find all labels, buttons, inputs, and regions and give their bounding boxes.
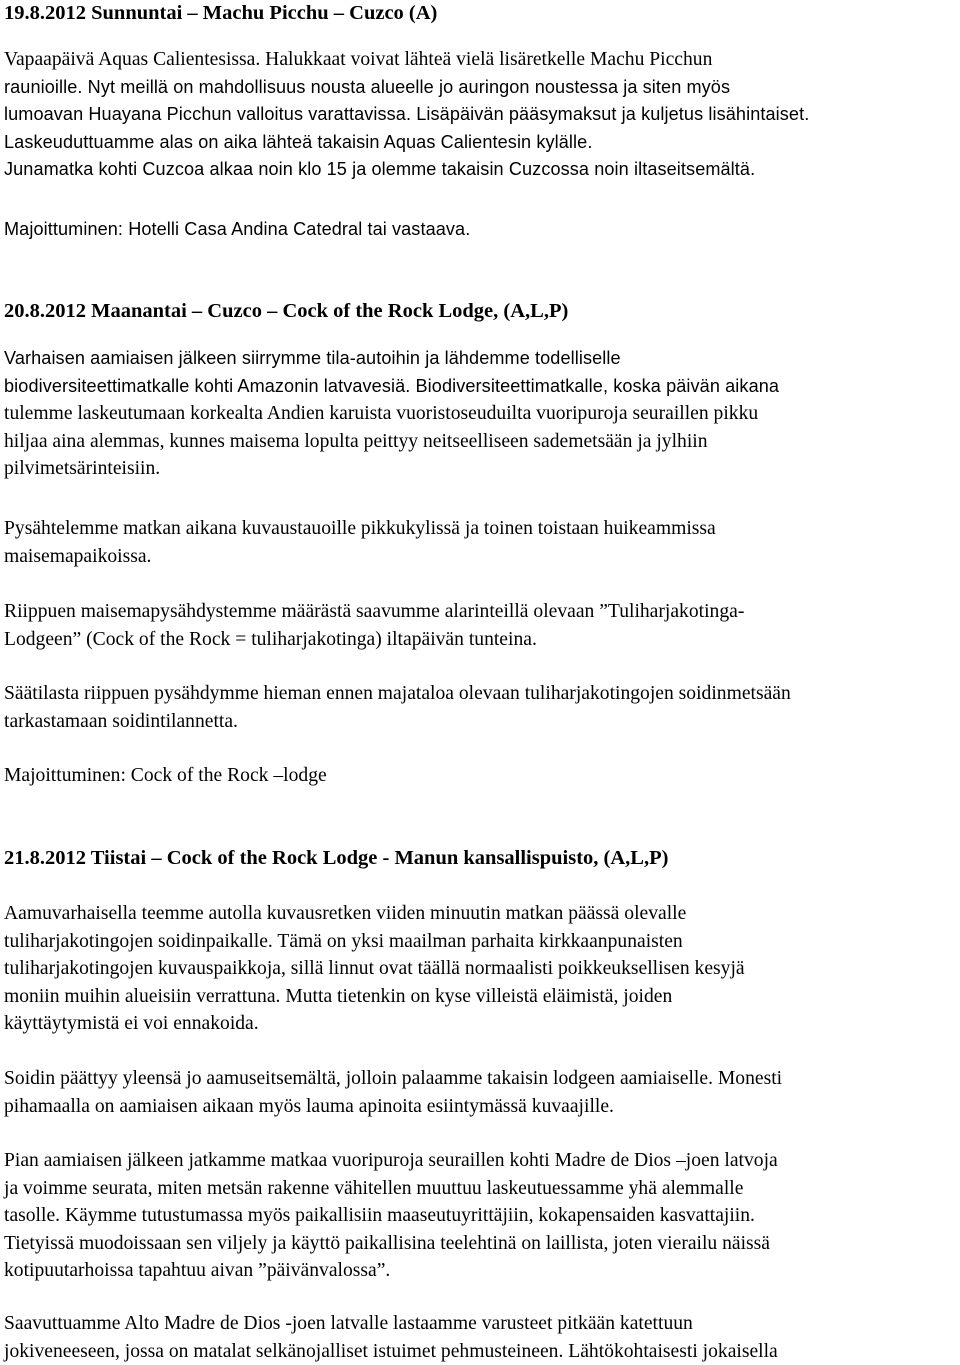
accommodation-line <box>4 762 327 790</box>
text-line: kotipuutarhoissa tapahtuu aivan ”päivänvalossa”. <box>4 1257 778 1285</box>
text-line: Pian aamiaisen jälkeen jatkamme matkaa vuoripuroja seuraillen kohti Madre de Dios –joen latvoja <box>4 1147 778 1175</box>
text-line: maisemapaikoissa. <box>4 543 716 571</box>
paragraph <box>4 515 716 570</box>
day-heading: 21.8.2012 Tiistai – Cock of the Rock Lodge - Manun kansallispuisto, (A,L,P) <box>4 845 668 873</box>
text-line: Soidin päättyy yleensä jo aamuseitsemältä, jolloin palaamme takaisin lodgeen aamiaiselle. Monesti <box>4 1065 782 1093</box>
text-line: hiljaa aina alemmas, kunnes maisema lopulta peittyy neitseelliseen sademetsään ja jylhiin <box>4 428 779 456</box>
text-line: raunioille. Nyt meillä on mahdollisuus nousta alueelle jo auringon noustessa ja siten myös <box>4 74 809 102</box>
text-line: Junamatka kohti Cuzcoa alkaa noin klo 15 ja olemme takaisin Cuzcossa noin iltaseitsemältä. <box>4 156 809 184</box>
text-line: jokiveneeseen, jossa on matalat selkänojalliset istuimet pehmusteineen. Lähtökohtaisesti jokaisella <box>4 1338 778 1365</box>
text-line: pilvimetsärinteisiin. <box>4 455 779 483</box>
paragraph <box>4 1065 782 1120</box>
text-line: tuliharjakotingojen soidinpaikalle. Tämä on yksi maailman parhaita kirkkaanpunaisten <box>4 928 745 956</box>
text-line: biodiversiteettimatkalle kohti Amazonin latvavesiä. Biodiversiteettimatkalle, koska päivän aikana <box>4 373 779 401</box>
text-line: lumoavan Huayana Picchun valloitus varattavissa. Lisäpäivän pääsymaksut ja kuljetus lisähintaiset. <box>4 101 809 129</box>
text-line: Säätilasta riippuen pysähdymme hieman ennen majataloa olevaan tuliharjakotingojen soidinmetsään <box>4 680 791 708</box>
text-line: ja voimme seurata, miten metsän rakenne vähitellen muuttuu laskeutuessamme yhä alemmalle <box>4 1175 778 1203</box>
day-heading: 20.8.2012 Maanantai – Cuzco – Cock of the Rock Lodge, (A,L,P) <box>4 298 568 326</box>
text-line: Vapaapäivä Aquas Calientesissa. Halukkaat voivat lähteä vielä lisäretkelle Machu Picchun <box>4 46 809 74</box>
text-line: Saavuttuamme Alto Madre de Dios -joen latvalle lastaamme varusteet pitkään katettuun <box>4 1310 778 1338</box>
text-line: Aamuvarhaisella teemme autolla kuvausretken viiden minuutin matkan päässä olevalle <box>4 900 745 928</box>
paragraph <box>4 598 744 653</box>
text-line: tuliharjakotingojen kuvauspaikkoja, sillä linnut ovat täällä normaalisti poikkeuksellisen kesyjä <box>4 955 745 983</box>
paragraph <box>4 1147 778 1285</box>
paragraph <box>4 680 791 735</box>
text-line: Riippuen maisemapysähdystemme määrästä saavumme alarinteillä olevaan ”Tuliharjakotinga- <box>4 598 744 626</box>
text-line: tasolle. Käymme tutustumassa myös paikallisiin maaseutuyrittäjiin, kokapensaiden kasvattajiin. <box>4 1202 778 1230</box>
text-line: pihamaalla on aamiaisen aikaan myös lauma apinoita esiintymässä kuvaajille. <box>4 1093 782 1121</box>
text-line: Majoittuminen: Hotelli Casa Andina Catedral tai vastaava. <box>4 216 470 244</box>
text-line: tulemme laskeutumaan korkealta Andien karuista vuoristoseuduilta vuoripuroja seuraillen pikku <box>4 400 779 428</box>
paragraph <box>4 1310 778 1365</box>
text-line: Varhaisen aamiaisen jälkeen siirrymme tila-autoihin ja lähdemme todelliselle <box>4 345 779 373</box>
text-line: Tietyissä muodoissaan sen viljely ja käyttö paikallisina teelehtinä on laillista, joten vierailu näissä <box>4 1230 778 1258</box>
text-line: Pysähtelemme matkan aikana kuvaustauoille pikkukylissä ja toinen toistaan huikeammissa <box>4 515 716 543</box>
day-heading: 19.8.2012 Sunnuntai – Machu Picchu – Cuzco (A) <box>4 0 437 28</box>
text-line: Majoittuminen: Cock of the Rock –lodge <box>4 762 327 790</box>
accommodation-line <box>4 216 470 244</box>
paragraph <box>4 900 745 1038</box>
paragraph <box>4 345 779 483</box>
text-line: Lodgeen” (Cock of the Rock = tuliharjakotinga) iltapäivän tunteina. <box>4 626 744 654</box>
text-line: moniin muihin alueisiin verrattuna. Mutta tietenkin on kyse villeistä eläimistä, joiden <box>4 983 745 1011</box>
paragraph <box>4 46 809 184</box>
text-line: käyttäytymistä ei voi ennakoida. <box>4 1010 745 1038</box>
text-line: tarkastamaan soidintilannetta. <box>4 708 791 736</box>
text-line: Laskeuduttuamme alas on aika lähteä takaisin Aquas Calientesin kylälle. <box>4 129 809 157</box>
